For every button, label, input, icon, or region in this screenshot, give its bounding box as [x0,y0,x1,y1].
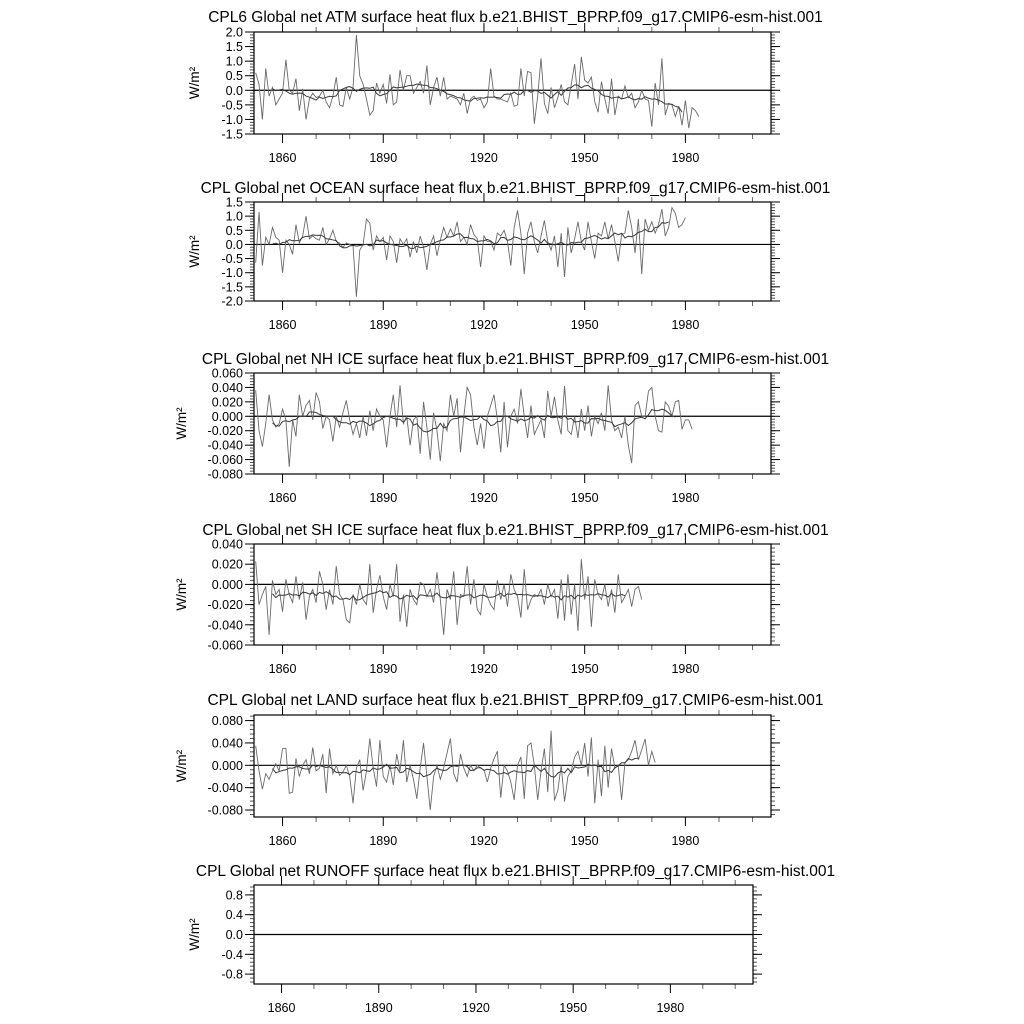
x-tick-label: 1950 [570,662,599,676]
plot-frame [254,544,771,645]
x-tick-label: 1890 [369,491,398,505]
x-tick-label: 1860 [268,662,297,676]
x-tick-label: 1860 [268,318,297,332]
y-tick-label: 0.0 [225,237,243,252]
y-tick-label: 0.020 [211,557,243,572]
y-tick-label: 0.0 [225,83,243,98]
y-tick-label: 0.000 [211,577,243,592]
y-tick-label: -0.060 [207,638,243,653]
y-tick-label: -1.5 [221,127,243,142]
series-line-annual [256,731,656,810]
chart-title: CPL6 Global net ATM surface heat flux b.e21.BHIST_BPRP.f09_g17.CMIP6-esm-hist.001 [208,9,823,26]
x-tick-label: 1860 [268,834,297,848]
chart-title: CPL Global net SH ICE surface heat flux b.e21.BHIST_BPRP.f09_g17.CMIP6-esm-hist.001 [202,522,829,539]
y-tick-label: -0.5 [221,98,243,113]
y-tick-label: -0.040 [207,781,243,796]
y-tick-label: -1.0 [221,266,243,281]
y-tick-label: -0.040 [207,618,243,633]
y-tick-label: 1.5 [225,40,243,55]
y-tick-label: 0.4 [225,908,243,923]
panel-ocean [187,180,830,332]
x-tick-label: 1950 [570,491,599,505]
y-tick-label: 0.5 [225,223,243,238]
y-tick-label: 1.0 [225,54,243,69]
x-tick-label: 1950 [570,834,599,848]
chart-title: CPL Global net RUNOFF surface heat flux b.e21.BHIST_BPRP.f09_g17.CMIP6-esm-hist.001 [195,863,836,880]
plot-frame [254,373,771,474]
y-axis-label: W/m² [187,66,202,100]
x-tick-label: 1920 [470,151,498,165]
panel-land [174,692,824,848]
y-tick-label: 0.000 [211,758,243,773]
y-tick-label: -0.4 [221,947,243,962]
x-tick-label: 1920 [470,834,498,848]
x-tick-label: 1860 [268,151,297,165]
chart-title: CPL Global net OCEAN surface heat flux b.e21.BHIST_BPRP.f09_g17.CMIP6-esm-hist.001 [200,180,831,197]
y-tick-label: 0.040 [211,380,243,395]
y-tick-label: 2.0 [225,25,243,40]
y-axis-label: W/m² [174,407,189,440]
y-tick-label: -0.080 [207,467,243,482]
y-tick-label: -0.8 [221,967,243,982]
y-tick-label: -0.5 [221,252,243,267]
y-tick-label: 0.040 [211,736,243,751]
y-tick-label: -0.060 [207,453,243,468]
y-tick-label: -1.5 [221,280,243,295]
panel-sh-ice [174,522,829,676]
x-tick-label: 1890 [369,318,398,332]
x-tick-label: 1920 [462,1001,490,1015]
plot-frame [254,32,771,134]
series-line-annual [256,208,686,297]
y-tick-label: -0.020 [207,598,243,613]
panel-atm [187,9,823,165]
y-tick-label: 0.0 [225,928,243,942]
y-axis-label: W/m² [187,918,202,951]
x-tick-label: 1980 [656,1001,685,1015]
y-tick-label: 1.5 [225,195,243,210]
x-tick-label: 1890 [364,1001,393,1015]
x-tick-label: 1980 [671,318,700,332]
x-tick-label: 1950 [559,1001,588,1015]
y-tick-label: 0.020 [211,395,243,410]
x-tick-label: 1860 [268,491,297,505]
y-tick-label: 1.0 [225,209,243,224]
y-tick-label: 0.8 [225,888,243,903]
y-tick-label: -0.040 [207,438,243,453]
y-axis-label: W/m² [174,749,189,783]
y-tick-label: -2.0 [221,294,243,309]
panel-runoff [187,863,835,1015]
y-tick-label: 0.080 [211,714,243,729]
x-tick-label: 1890 [369,662,398,676]
y-tick-label: 0.000 [211,409,243,424]
y-tick-label: -0.080 [207,803,243,818]
y-tick-label: -1.0 [221,112,243,127]
y-tick-label: 0.060 [211,366,243,381]
chart-title: CPL Global net NH ICE surface heat flux b.e21.BHIST_BPRP.f09_g17.CMIP6-esm-hist.001 [201,351,830,368]
x-tick-label: 1890 [369,834,398,848]
y-tick-label: 0.040 [211,537,243,552]
x-tick-label: 1980 [671,662,700,676]
y-tick-label: 0.5 [225,69,243,84]
y-axis-label: W/m² [187,235,202,268]
x-tick-label: 1950 [570,318,599,332]
x-tick-label: 1920 [470,662,498,676]
x-tick-label: 1980 [671,491,700,505]
x-tick-label: 1890 [369,151,398,165]
y-tick-label: -0.020 [207,424,243,439]
panel-nh-ice [174,351,829,505]
x-tick-label: 1920 [470,318,498,332]
x-tick-label: 1920 [470,491,498,505]
series-line-annual [256,385,692,467]
x-tick-label: 1980 [671,834,700,848]
y-axis-label: W/m² [174,578,189,611]
x-tick-label: 1950 [570,151,599,165]
series-line-annual [256,35,699,128]
x-tick-label: 1860 [267,1001,296,1015]
chart-title: CPL Global net LAND surface heat flux b.e21.BHIST_BPRP.f09_g17.CMIP6-esm-hist.001 [207,692,824,709]
x-tick-label: 1980 [671,151,700,165]
